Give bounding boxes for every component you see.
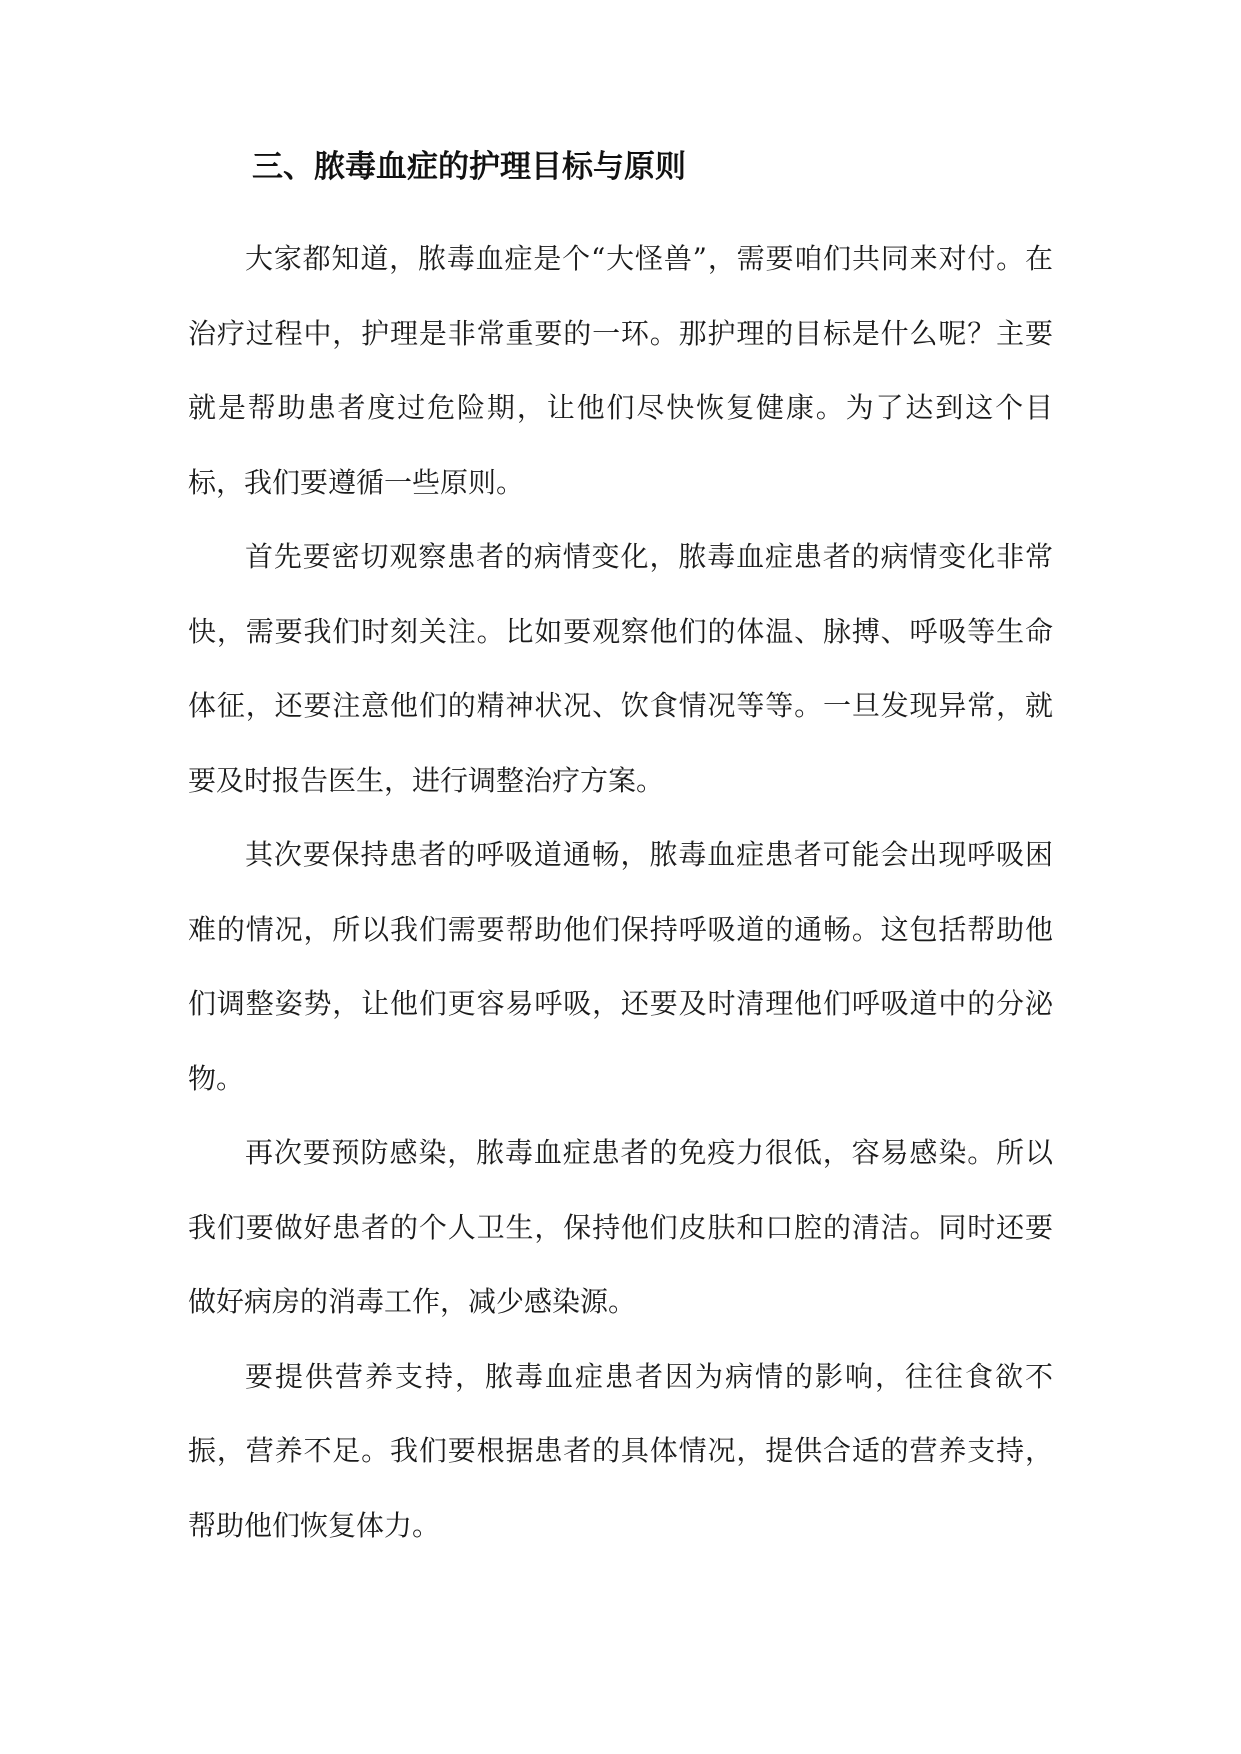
body-text: [188, 222, 1053, 1563]
paragraph-observe-condition: 首先要密切观察患者的病情变化，脓毒血症患者的病情变化非常快，需要我们时刻关注。比如要观察他们的体温、脉搏、呼吸等生命体征，还要注意他们的精神状况、饮食情况等等。一旦发现异常，就要及时报告医生，进行调整治疗方案。: [188, 540, 1053, 797]
paragraph-infection-prevention: 再次要预防感染，脓毒血症患者的免疫力很低，容易感染。所以我们要做好患者的个人卫生，保持他们皮肤和口腔的清洁。同时还要做好病房的消毒工作，减少感染源。: [188, 1136, 1053, 1318]
section-heading: 三、脓毒血症的护理目标与原则: [252, 149, 686, 185]
paragraph-intro: 大家都知道，脓毒血症是个“大怪兽”，需要咱们共同来对付。在治疗过程中，护理是非常重要的一环。那护理的目标是什么呢？主要就是帮助患者度过危险期，让他们尽快恢复健康。为了达到这个目标，我们要遵循一些原则。: [188, 242, 1053, 499]
paragraph-nutrition: 要提供营养支持，脓毒血症患者因为病情的影响，往往食欲不振，营养不足。我们要根据患者的具体情况，提供合适的营养支持，帮助他们恢复体力。: [188, 1359, 1053, 1542]
paragraph-airway: 其次要保持患者的呼吸道通畅，脓毒血症患者可能会出现呼吸困难的情况，所以我们需要帮助他们保持呼吸道的通畅。这包括帮助他们调整姿势，让他们更容易呼吸，还要及时清理他们呼吸道中的分泌物。: [188, 838, 1053, 1095]
